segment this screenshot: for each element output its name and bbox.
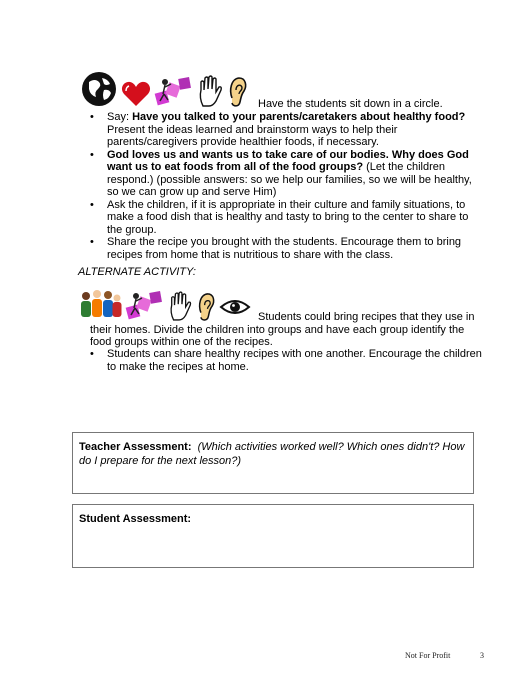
activity-bullet-list xyxy=(90,111,485,261)
page-number: 3 xyxy=(480,651,484,660)
bullet-text: (Let the children respond.) (possible answers: so we help our families, so we will be healthy, so we can grow up and serve Him) xyxy=(107,161,472,198)
bullet-text: Students can share healthy recipes with one another. Encourage the children to make the recipes at home. xyxy=(107,348,482,373)
hand-icon xyxy=(197,74,225,108)
student-assessment-box xyxy=(72,504,474,568)
list-item xyxy=(90,149,485,199)
list-item xyxy=(90,111,485,149)
heart-icon xyxy=(121,80,151,108)
bullet-prefix: Say: xyxy=(107,111,133,123)
activity-icon-row xyxy=(80,70,248,108)
alternate-activity-heading: ALTERNATE ACTIVITY: xyxy=(78,266,196,278)
teacher-assessment-label: Teacher Assessment: xyxy=(79,441,192,453)
activity-lead-text: Have the students sit down in a circle. xyxy=(258,98,443,110)
teacher-assessment-box xyxy=(72,432,474,494)
bullet-bold-text: God loves us and wants us to take care of our bodies. Why does God want us to eat foods from all of the food groups? xyxy=(107,148,469,173)
list-item xyxy=(90,348,485,373)
ear-icon xyxy=(228,76,248,108)
bullet-text: Ask the children, if it is appropriate in their culture and family situations, to make a food dish that is healthy and tasty to bring to the center to share to the group. xyxy=(107,198,469,236)
alternate-lead-text xyxy=(90,311,485,349)
footer-text: Not For Profit xyxy=(405,651,451,660)
globe-icon xyxy=(80,70,118,108)
list-item xyxy=(90,199,485,237)
bullet-text: Present the ideas learned and brainstorm ways to help their parents/caregivers provide healthier foods, if necessary. xyxy=(107,123,398,148)
bullet-text: Share the recipe you brought with the students. Encourage them to bring recipes from home that is nutritious to share with the class. xyxy=(107,236,462,261)
puzzle-pieces-icon xyxy=(154,74,194,108)
list-item xyxy=(90,236,485,261)
alternate-bullet-list xyxy=(90,348,485,373)
alternate-lead-content: Students could bring recipes that they use in their homes. Divide the children into groups and have each group identify the food groups within one of the recipes. xyxy=(90,311,475,348)
teacher-assessment-prompt: (Which activities worked well? Which ones didn't? How do I prepare for the next lesson?) xyxy=(79,441,465,467)
bullet-bold-text: Have you talked to your parents/caretakers about healthy food? xyxy=(132,111,466,123)
student-assessment-label: Student Assessment: xyxy=(79,513,192,525)
